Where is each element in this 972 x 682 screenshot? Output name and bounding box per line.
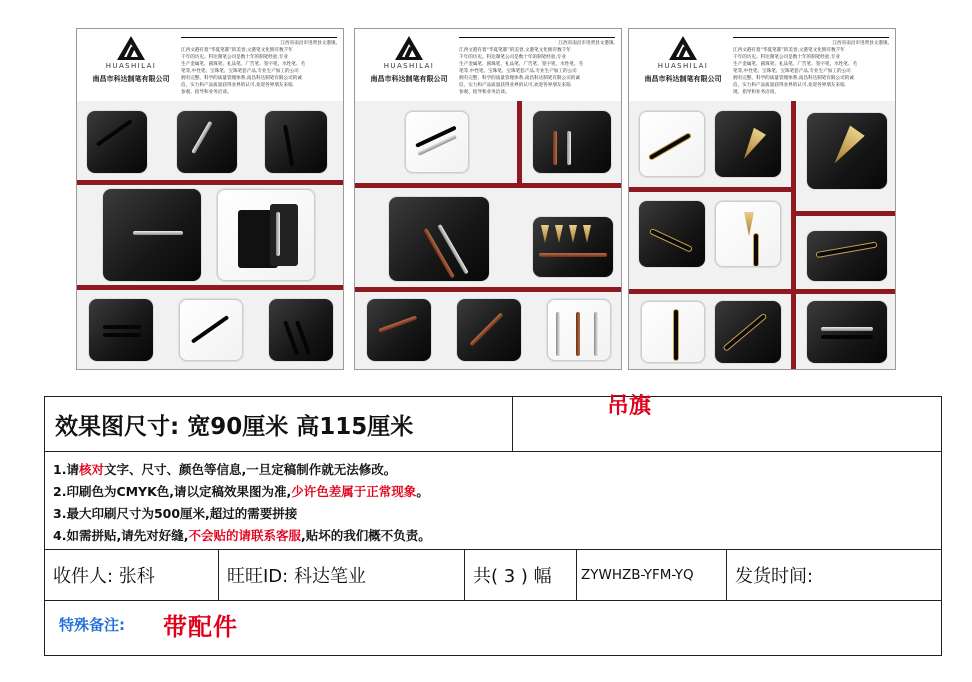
company-name: 南昌市科达制笔有限公司 — [370, 75, 448, 83]
order-info-table — [44, 396, 942, 656]
huashilai-logo-icon — [394, 35, 424, 61]
brand-name: HUASHILAI — [105, 62, 157, 70]
product-photo — [533, 111, 611, 173]
banner-photo-area — [355, 101, 621, 370]
remark-row — [45, 601, 941, 655]
intro-line: 笔等,中性笔、宝珠笔、宝珠笔套产品,专业生产加工的公司 — [733, 69, 851, 74]
product-photo — [87, 111, 147, 173]
company-logo — [85, 35, 177, 97]
wangwang-cell — [219, 550, 465, 600]
product-photo — [457, 299, 521, 361]
banner-photo-area — [629, 101, 895, 370]
product-photo — [807, 113, 887, 189]
intro-line: 笔等,中性笔、宝珠笔、宝珠笔套产品,专业生产加工的公司 — [181, 69, 299, 74]
product-photo — [715, 301, 781, 363]
ship-time: 发货时间: — [735, 566, 814, 587]
company-intro — [181, 37, 337, 96]
remark-label: 特殊备注: — [59, 616, 125, 634]
product-type-cell — [513, 394, 941, 451]
note-1: 1.请核对文字、尺寸、颜色等信息,一旦定稿制作就无法修改。 — [53, 462, 397, 477]
company-name: 南昌市科达制笔有限公司 — [644, 75, 722, 83]
order-code: ZYWHZB-YFM-YQ — [581, 567, 694, 583]
banner-header — [629, 29, 895, 101]
intro-line: 江西文港有着“华夏笔都”的美誉,文港笔文化拥有数千年 — [181, 48, 293, 53]
intro-line: 千年的历史。科达制笔公司是数十年的制笔经验,专业 — [459, 55, 567, 60]
red-divider — [77, 180, 344, 185]
huashilai-logo-icon — [668, 35, 698, 61]
banner-photo-area — [77, 101, 343, 370]
intro-line: 参观、指导和业务洽谈。 — [181, 90, 232, 95]
note-4: 4.如需拼贴,请先对好缝,不会贴的请联系客服,贴坏的我们概不负责。 — [53, 528, 431, 543]
intro-line: 信、实力和产品质量获得业界的认可,欢迎各界朋友来临 — [181, 83, 293, 88]
remark-value: 带配件 — [163, 613, 238, 641]
ship-time-cell — [727, 550, 941, 600]
banner-preview-2 — [354, 28, 622, 370]
brand-name: HUASHILAI — [657, 62, 709, 70]
size-row — [45, 394, 941, 452]
intro-line: 拥有完整、科学的质量管理体系,南昌科达制笔有限公司的诚 — [181, 76, 302, 81]
intro-line: 生产金属笔、圆珠笔、礼品笔、广告笔、签字笔、水性笔、毛 — [459, 62, 584, 67]
intro-line: 笔等,中性笔、宝珠笔、宝珠笔套产品,专业生产加工的公司 — [459, 69, 577, 74]
product-photo — [103, 189, 201, 281]
product-photo — [367, 299, 431, 361]
red-divider — [355, 287, 622, 292]
size-text: 效果图尺寸: 宽90厘米 高115厘米 — [55, 413, 414, 440]
product-photo — [533, 217, 613, 277]
intro-line: 千年的历史。科达制笔公司是数十年的制笔经验,专业 — [181, 55, 289, 60]
product-photo — [405, 111, 469, 173]
product-photo — [177, 111, 237, 173]
banner-header — [77, 29, 343, 101]
company-logo — [363, 35, 455, 97]
intro-line: 江西文港有着“华夏笔都”的美誉,文港笔文化拥有数千年 — [733, 48, 845, 53]
red-divider — [629, 289, 896, 294]
red-divider — [77, 285, 344, 290]
company-logo — [637, 35, 729, 97]
intro-line: 拥有完整、科学的质量管理体系,南昌科达制笔有限公司的诚 — [733, 76, 854, 81]
note-3: 3.最大印刷尺寸为500厘米,超过的需要拼接 — [53, 506, 298, 521]
product-photo — [639, 111, 705, 177]
red-divider — [517, 101, 522, 183]
intro-line: 江西省南昌市进贤县文港镇, — [832, 41, 889, 46]
product-photo — [269, 299, 333, 361]
company-intro — [459, 37, 615, 96]
order-code-cell — [577, 550, 727, 600]
recipient: 收件人: 张科 — [53, 566, 155, 587]
note-2: 2.印刷色为CMYK色,请以定稿效果图为准,少许色差属于正常现象。 — [53, 484, 429, 499]
product-type: 吊旗 — [607, 394, 652, 419]
intro-line: 生产金属笔、圆珠笔、礼品笔、广告笔、签字笔、水性笔、毛 — [181, 62, 306, 67]
product-photo — [639, 201, 705, 267]
quantity: 共( 3 ) 幅 — [473, 566, 552, 587]
product-photo — [547, 299, 611, 361]
intro-line: 现、指导和业务洽谈。 — [733, 90, 779, 95]
intro-line: 江西省南昌市进贤县文港镇, — [280, 41, 337, 46]
brand-name: HUASHILAI — [383, 62, 435, 70]
intro-line: 江西文港有着“华夏笔都”的美誉,文港笔文化拥有数千年 — [459, 48, 571, 53]
product-photo — [715, 111, 781, 177]
intro-line: 拥有完整、科学的质量管理体系,南昌科达制笔有限公司的诚 — [459, 76, 580, 81]
intro-line: 江西省南昌市进贤县文港镇, — [558, 41, 615, 46]
product-photo — [715, 201, 781, 267]
company-name: 南昌市科达制笔有限公司 — [92, 75, 170, 83]
product-photo — [179, 299, 243, 361]
red-divider — [796, 211, 896, 216]
notes-row — [45, 452, 941, 550]
recipient-cell — [45, 550, 219, 600]
intro-line: 生产金属笔、圆珠笔、礼品笔、广告笔、签字笔、水性笔、毛 — [733, 62, 858, 67]
company-intro — [733, 37, 889, 96]
red-divider — [355, 183, 622, 188]
banner-preview-3 — [628, 28, 896, 370]
intro-line: 千年的历史。科达制笔公司是数十年的制笔经验,专业 — [733, 55, 841, 60]
red-divider — [629, 187, 791, 192]
quantity-cell — [465, 550, 577, 600]
size-cell — [45, 397, 513, 451]
product-photo — [389, 197, 489, 281]
print-notes — [53, 459, 431, 547]
intro-line: 信、实力和产品质量获得业界的认可,欢迎各界朋友来临 — [459, 83, 571, 88]
product-photo — [807, 231, 887, 281]
banner-header — [355, 29, 621, 101]
shipping-row — [45, 550, 941, 601]
red-divider — [791, 101, 796, 370]
product-photo — [89, 299, 153, 361]
product-photo — [217, 189, 315, 281]
product-photo — [641, 301, 705, 363]
huashilai-logo-icon — [116, 35, 146, 61]
intro-line: 参观、指导和业务洽谈。 — [459, 90, 510, 95]
product-photo — [807, 301, 887, 363]
banner-preview-1 — [76, 28, 344, 370]
intro-line: 信、实力和产品质量获得业界的认可,欢迎各界朋友来临 — [733, 83, 845, 88]
product-photo — [265, 111, 327, 173]
wangwang-id: 旺旺ID: 科达笔业 — [227, 566, 366, 587]
